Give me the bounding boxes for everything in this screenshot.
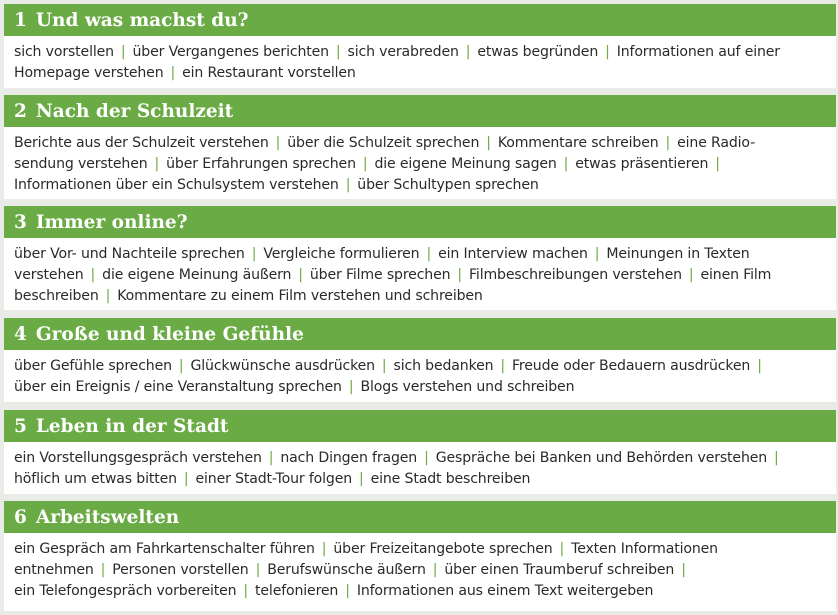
separator-bar: | (90, 267, 96, 283)
goal-item: Informationen über ein Schulsystem verstehen (14, 177, 339, 193)
separator-bar: | (170, 65, 176, 81)
separator-bar: | (275, 135, 281, 151)
unit-header (4, 501, 836, 533)
goal-item: einer Stadt-Tour folgen (195, 471, 352, 487)
separator-bar: | (681, 562, 686, 578)
goals-line (14, 448, 826, 469)
unit-number: 3 (14, 211, 27, 233)
unit-title: Und was machst du? (35, 9, 249, 31)
unit-header (4, 4, 836, 36)
separator-bar: | (255, 562, 261, 578)
separator-bar: | (348, 379, 354, 395)
goal-item: die eigene Meinung sagen (374, 156, 557, 172)
separator-bar: | (465, 44, 471, 60)
unit-title: Arbeitswelten (35, 506, 180, 528)
goal-item: ein Gespräch am Fahrkartenschalter führen (14, 541, 315, 557)
goal-item: nach Dingen fragen (280, 450, 418, 466)
goal-item: Meinungen in Texten (606, 246, 750, 262)
separator-bar: | (688, 267, 694, 283)
goals-line (14, 377, 826, 398)
goals-line (14, 42, 826, 63)
separator-bar: | (335, 44, 341, 60)
unit-section-1 (4, 4, 836, 88)
unit-title: Leben in der Stadt (35, 415, 229, 437)
goal-item: über ein Ereignis / eine Veranstaltung sprechen (14, 379, 342, 395)
goal-item: sich verabreden (347, 44, 459, 60)
unit-goals (4, 350, 836, 398)
separator-bar: | (381, 358, 387, 374)
separator-bar: | (757, 358, 762, 374)
separator-bar: | (594, 246, 600, 262)
unit-goals (4, 36, 836, 84)
goal-item: sendung verstehen (14, 156, 148, 172)
goal-item: Texten Informationen (571, 541, 718, 557)
goal-item: über Freizeitangebote sprechen (333, 541, 553, 557)
goal-item: Glückwünsche ausdrücken (190, 358, 375, 374)
unit-goals (4, 533, 836, 602)
goal-item: über Schultypen sprechen (357, 177, 539, 193)
unit-header (4, 410, 836, 442)
separator-bar: | (665, 135, 671, 151)
separator-bar: | (154, 156, 160, 172)
unit-number: 4 (14, 323, 27, 345)
separator-bar: | (605, 44, 610, 60)
goal-item: etwas begründen (477, 44, 599, 60)
unit-title: Große und kleine Gefühle (35, 323, 304, 345)
goal-item: über einen Traumberuf schreiben (444, 562, 675, 578)
separator-bar: | (457, 267, 462, 283)
goals-line (14, 154, 826, 175)
separator-bar: | (486, 135, 491, 151)
separator-bar: | (424, 450, 429, 466)
unit-goals (4, 127, 836, 196)
goal-item: über Filme sprechen (309, 267, 451, 283)
goal-item: über Gefühle sprechen (14, 358, 172, 374)
separator-bar: | (432, 562, 438, 578)
separator-bar: | (362, 156, 368, 172)
separator-bar: | (345, 177, 351, 193)
unit-number: 6 (14, 506, 27, 528)
separator-bar: | (298, 267, 303, 283)
unit-title: Immer online? (35, 211, 188, 233)
goal-item: sich vorstellen (14, 44, 114, 60)
goal-item: über Vergangenes berichten (132, 44, 329, 60)
unit-section-2 (4, 95, 836, 199)
goal-item: Blogs verstehen und schreiben (360, 379, 575, 395)
separator-bar: | (359, 471, 364, 487)
unit-title: Nach der Schulzeit (35, 100, 234, 122)
unit-header (4, 95, 836, 127)
separator-bar: | (178, 358, 184, 374)
goal-item: Berufswünsche äußern (267, 562, 426, 578)
unit-section-3 (4, 206, 836, 310)
goal-item: eine Stadt beschreiben (370, 471, 531, 487)
goals-line (14, 286, 826, 307)
goal-item: Kommentare zu einem Film verstehen und schreiben (117, 288, 483, 304)
unit-section-5 (4, 410, 836, 494)
separator-bar: | (563, 156, 569, 172)
goals-line (14, 469, 826, 490)
goal-item: Informationen aus einem Text weitergeben (356, 583, 654, 599)
goal-item: über Vor- und Nachteile sprechen (14, 246, 245, 262)
unit-header (4, 206, 836, 238)
goals-line (14, 581, 826, 602)
separator-bar: | (559, 541, 565, 557)
goal-item: sich bedanken (393, 358, 494, 374)
separator-bar: | (183, 471, 189, 487)
goal-item: Informationen auf einer (616, 44, 780, 60)
separator-bar: | (500, 358, 505, 374)
unit-number: 1 (14, 9, 27, 31)
goals-line (14, 265, 826, 286)
goal-item: ein Vorstellungsgespräch verstehen (14, 450, 262, 466)
goal-item: Freude oder Bedauern ausdrücken (512, 358, 751, 374)
goal-item: Personen vorstellen (112, 562, 249, 578)
unit-section-4 (4, 318, 836, 402)
separator-bar: | (345, 583, 350, 599)
unit-number: 2 (14, 100, 27, 122)
goal-item: etwas präsentieren (575, 156, 709, 172)
goal-item: die eigene Meinung äußern (102, 267, 292, 283)
goal-item: Gespräche bei Banken und Behörden verstehen (435, 450, 768, 466)
separator-bar: | (100, 562, 106, 578)
goal-item: höflich um etwas bitten (14, 471, 177, 487)
goals-line (14, 175, 826, 196)
separator-bar: | (105, 288, 111, 304)
unit-section-6 (4, 501, 836, 611)
goal-item: Homepage verstehen (14, 65, 164, 81)
separator-bar: | (268, 450, 274, 466)
unit-goals (4, 442, 836, 490)
goals-line (14, 244, 826, 265)
goals-line (14, 133, 826, 154)
separator-bar: | (426, 246, 432, 262)
goal-item: beschreiben (14, 288, 99, 304)
goals-line (14, 356, 826, 377)
goal-item: eine Radio- (677, 135, 756, 151)
goal-item: ein Interview machen (438, 246, 588, 262)
separator-bar: | (243, 583, 249, 599)
unit-goals (4, 238, 836, 307)
goal-item: über Erfahrungen sprechen (166, 156, 356, 172)
goal-item: über die Schulzeit sprechen (287, 135, 480, 151)
goal-item: einen Film (700, 267, 772, 283)
goals-line (14, 539, 826, 560)
separator-bar: | (251, 246, 257, 262)
separator-bar: | (321, 541, 327, 557)
unit-number: 5 (14, 415, 27, 437)
goals-line (14, 63, 826, 84)
goal-item: Berichte aus der Schulzeit verstehen (14, 135, 269, 151)
goal-item: verstehen (14, 267, 84, 283)
goals-line (14, 560, 826, 581)
separator-bar: | (774, 450, 779, 466)
goal-item: entnehmen (14, 562, 94, 578)
goal-item: Kommentare schreiben (497, 135, 659, 151)
goal-item: Vergleiche formulieren (263, 246, 420, 262)
goal-item: ein Telefongespräch vorbereiten (14, 583, 237, 599)
unit-header (4, 318, 836, 350)
goal-item: Filmbeschreibungen verstehen (469, 267, 682, 283)
goal-item: ein Restaurant vorstellen (182, 65, 356, 81)
separator-bar: | (120, 44, 126, 60)
goal-item: telefonieren (255, 583, 339, 599)
separator-bar: | (715, 156, 720, 172)
